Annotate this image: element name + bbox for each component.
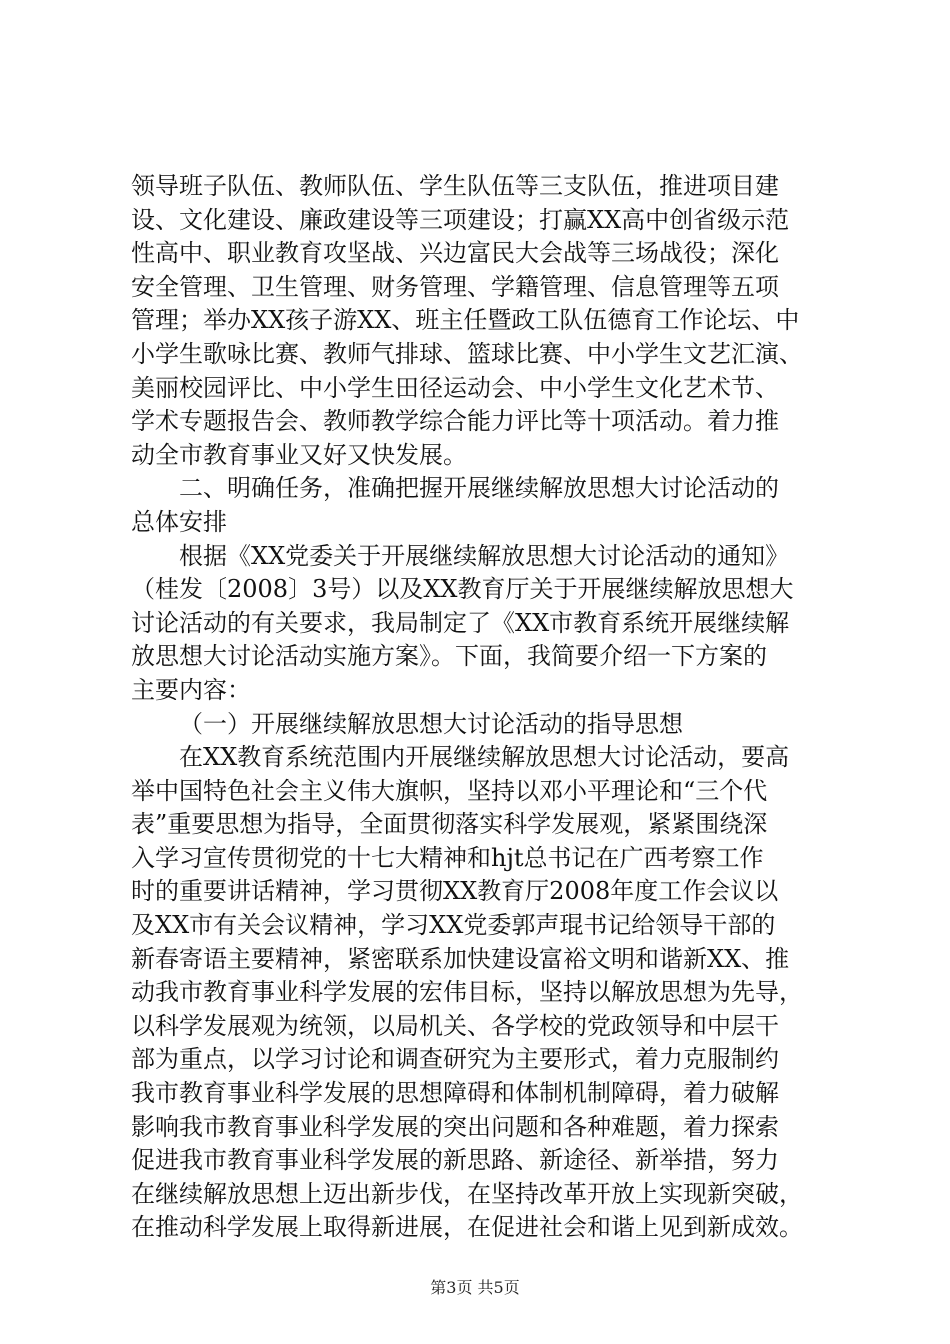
body-line: 我市教育事业科学发展的思想障碍和体制机制障碍，着力破解 xyxy=(131,1079,779,1108)
body-line: 美丽校园评比、中小学生田径运动会、中小学生文化艺术节、 xyxy=(131,373,779,402)
section-heading: 二、明确任务，准确把握开展继续解放思想大讨论活动的 xyxy=(179,474,779,503)
body-line: 影响我市教育事业科学发展的突出问题和各种难题，着力探索 xyxy=(131,1112,779,1141)
body-line: 部为重点，以学习讨论和调查研究为主要形式，着力克服制约 xyxy=(131,1045,779,1074)
body-line: 安全管理、卫生管理、财务管理、学籍管理、信息管理等五项 xyxy=(131,272,779,301)
body-line: 管理；举办XX孩子游XX、班主任暨政工队伍德育工作论坛、中 xyxy=(131,306,800,335)
body-line: 举中国特色社会主义伟大旗帜，坚持以邓小平理论和“三个代 xyxy=(131,776,768,805)
body-line: 新春寄语主要精神，紧密联系加快建设富裕文明和谐新XX、推 xyxy=(131,944,790,973)
body-line: 主要内容： xyxy=(131,675,251,704)
page-number-footer: 第3页 共5页 xyxy=(430,1278,520,1297)
body-line: 领导班子队伍、教师队伍、学生队伍等三支队伍，推进项目建 xyxy=(131,172,779,200)
body-line: 促进我市教育事业科学发展的新思路、新途径、新举措，努力 xyxy=(131,1146,779,1175)
body-line: （桂发〔2008〕3号）以及XX教育厅关于开展继续解放思想大 xyxy=(131,575,794,604)
body-line: 及XX市有关会议精神，学习XX党委郭声琨书记给领导干部的 xyxy=(131,911,776,940)
body-line: 小学生歌咏比赛、教师气排球、篮球比赛、中小学生文艺汇演、 xyxy=(131,339,803,368)
paragraph-start: 根据《XX党委关于开展继续解放思想大讨论活动的通知》 xyxy=(179,541,790,570)
body-line: 入学习宣传贯彻党的十七大精神和hjt总书记在广西考察工作 xyxy=(131,843,764,872)
body-line: 放思想大讨论活动实施方案》。下面，我简要介绍一下方案的 xyxy=(131,642,767,671)
body-line: 时的重要讲话精神，学习贯彻XX教育厅2008年度工作会议以 xyxy=(131,877,779,906)
section-heading-continued: 总体安排 xyxy=(131,507,227,536)
body-line: 在继续解放思想上迈出新步伐，在坚持改革开放上实现新突破， xyxy=(131,1179,803,1208)
body-line: 设、文化建设、廉政建设等三项建设；打赢XX高中创省级示范 xyxy=(131,205,790,234)
body-line: 学术专题报告会、教师教学综合能力评比等十项活动。着力推 xyxy=(131,407,779,436)
document-body xyxy=(131,170,851,1245)
body-line: 以科学发展观为统领，以局机关、各学校的党政领导和中层干 xyxy=(131,1011,779,1040)
paragraph-start: 在XX教育系统范围内开展继续解放思想大讨论活动，要高 xyxy=(179,743,790,772)
body-line: 性高中、职业教育攻坚战、兴边富民大会战等三场战役；深化 xyxy=(131,239,779,268)
body-line: 动全市教育事业又好又快发展。 xyxy=(131,440,467,469)
body-line: 讨论活动的有关要求，我局制定了《XX市教育系统开展继续解 xyxy=(131,608,790,637)
subsection-heading: （一）开展继续解放思想大讨论活动的指导思想 xyxy=(179,709,683,738)
body-line: 在推动科学发展上取得新进展，在促进社会和谐上见到新成效。 xyxy=(131,1213,803,1242)
body-line: 动我市教育事业科学发展的宏伟目标，坚持以解放思想为先导， xyxy=(131,978,803,1007)
body-line: 表”重要思想为指导，全面贯彻落实科学发展观，紧紧围绕深 xyxy=(131,810,768,839)
